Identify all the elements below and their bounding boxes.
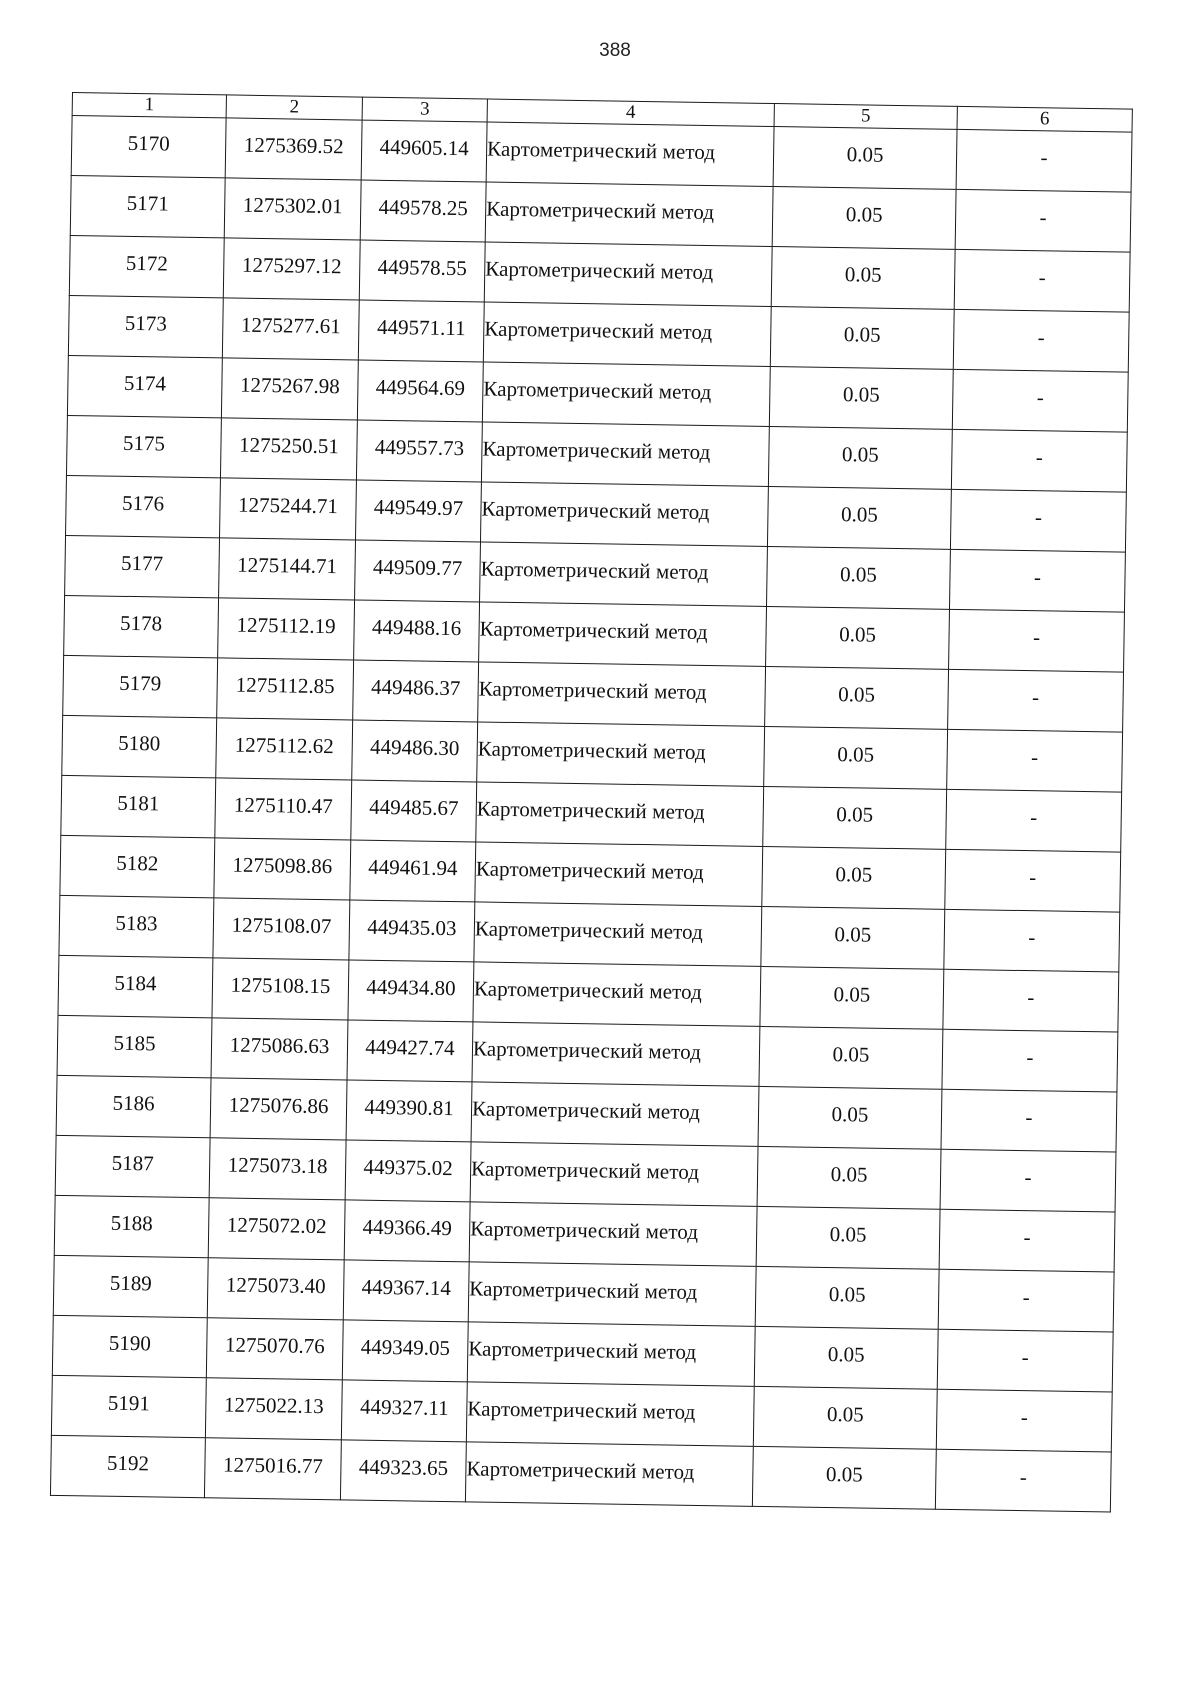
point-number-cell: 5178 [64, 595, 219, 657]
method-cell: Картометрический метод [483, 302, 771, 367]
accuracy-cell: 0.05 [762, 846, 946, 909]
accuracy-cell: 0.05 [773, 127, 957, 190]
note-cell: - [944, 909, 1120, 972]
accuracy-cell: 0.05 [757, 1146, 941, 1209]
note-cell: - [951, 429, 1127, 492]
accuracy-cell: 0.05 [771, 247, 955, 310]
x-coordinate-cell: 1275144.71 [219, 538, 356, 600]
y-coordinate-cell: 449485.67 [351, 780, 477, 842]
x-coordinate-cell: 1275098.86 [214, 838, 351, 900]
accuracy-cell: 0.05 [769, 367, 953, 430]
page-number: 388 [599, 40, 631, 61]
x-coordinate-cell: 1275112.85 [217, 658, 354, 720]
y-coordinate-cell: 449509.77 [355, 540, 481, 602]
note-cell: - [939, 1209, 1115, 1272]
accuracy-cell: 0.05 [763, 786, 947, 849]
note-cell: - [942, 1029, 1118, 1092]
accuracy-cell: 0.05 [772, 187, 956, 250]
x-coordinate-cell: 1275297.12 [223, 238, 360, 300]
point-number-cell: 5188 [54, 1195, 209, 1257]
method-cell: Картометрический метод [472, 1022, 760, 1087]
table-body [50, 116, 1132, 1512]
note-cell: - [955, 189, 1131, 252]
x-coordinate-cell: 1275108.07 [213, 898, 350, 960]
accuracy-cell: 0.05 [756, 1206, 940, 1269]
method-cell: Картометрический метод [478, 662, 766, 727]
column-header-2: 2 [226, 95, 362, 120]
y-coordinate-cell: 449488.16 [354, 600, 480, 662]
x-coordinate-cell: 1275073.18 [209, 1138, 346, 1200]
accuracy-cell: 0.05 [758, 1086, 942, 1149]
note-cell: - [941, 1089, 1117, 1152]
x-coordinate-cell: 1275072.02 [208, 1198, 345, 1260]
accuracy-cell: 0.05 [768, 426, 952, 489]
note-cell: - [952, 369, 1128, 432]
x-coordinate-cell: 1275108.15 [212, 958, 349, 1020]
y-coordinate-cell: 449571.11 [358, 300, 484, 362]
method-cell: Картометрический метод [480, 542, 768, 607]
y-coordinate-cell: 449486.37 [353, 660, 479, 722]
accuracy-cell: 0.05 [755, 1266, 939, 1329]
column-header-6: 6 [957, 106, 1132, 132]
y-coordinate-cell: 449323.65 [340, 1440, 466, 1502]
accuracy-cell: 0.05 [759, 1026, 943, 1089]
y-coordinate-cell: 449349.05 [342, 1320, 468, 1382]
note-cell: - [937, 1329, 1113, 1392]
method-cell: Картометрический метод [473, 962, 761, 1027]
column-header-1: 1 [72, 93, 226, 118]
x-coordinate-cell: 1275070.76 [206, 1318, 343, 1380]
note-cell: - [936, 1389, 1112, 1452]
x-coordinate-cell: 1275369.52 [225, 118, 362, 180]
method-cell: Картометрический метод [466, 1382, 754, 1447]
point-number-cell: 5170 [71, 116, 226, 178]
method-cell: Картометрический метод [465, 1442, 753, 1507]
x-coordinate-cell: 1275076.86 [210, 1078, 347, 1140]
note-cell: - [940, 1149, 1116, 1212]
accuracy-cell: 0.05 [760, 966, 944, 1029]
point-number-cell: 5181 [61, 775, 216, 837]
x-coordinate-cell: 1275267.98 [221, 358, 358, 420]
x-coordinate-cell: 1275110.47 [215, 778, 352, 840]
accuracy-cell: 0.05 [765, 666, 949, 729]
x-coordinate-cell: 1275244.71 [220, 478, 357, 540]
document-sheet [50, 92, 1132, 1512]
x-coordinate-cell: 1275112.19 [218, 598, 355, 660]
point-number-cell: 5177 [65, 535, 220, 597]
point-number-cell: 5174 [67, 355, 222, 417]
y-coordinate-cell: 449366.49 [344, 1200, 470, 1262]
y-coordinate-cell: 449549.97 [355, 480, 481, 542]
point-number-cell: 5173 [68, 295, 223, 357]
method-cell: Картометрический метод [474, 902, 762, 967]
method-cell: Картометрический метод [486, 122, 774, 187]
note-cell: - [950, 489, 1126, 552]
point-number-cell: 5185 [57, 1015, 212, 1077]
y-coordinate-cell: 449605.14 [361, 120, 487, 182]
accuracy-cell: 0.05 [752, 1446, 936, 1509]
y-coordinate-cell: 449557.73 [356, 420, 482, 482]
y-coordinate-cell: 449486.30 [352, 720, 478, 782]
accuracy-cell: 0.05 [754, 1326, 938, 1389]
point-number-cell: 5182 [60, 835, 215, 897]
note-cell: - [956, 129, 1132, 192]
method-cell: Картометрический метод [470, 1142, 758, 1207]
point-number-cell: 5179 [63, 655, 218, 717]
column-header-3: 3 [362, 97, 487, 122]
point-number-cell: 5189 [53, 1255, 208, 1317]
y-coordinate-cell: 449427.74 [347, 1020, 473, 1082]
note-cell: - [948, 669, 1124, 732]
point-number-cell: 5190 [52, 1315, 207, 1377]
point-number-cell: 5191 [51, 1375, 206, 1437]
method-cell: Картометрический метод [471, 1082, 759, 1147]
x-coordinate-cell: 1275250.51 [220, 418, 357, 480]
point-number-cell: 5172 [69, 235, 224, 297]
accuracy-cell: 0.05 [767, 546, 951, 609]
point-number-cell: 5171 [70, 175, 225, 237]
y-coordinate-cell: 449564.69 [357, 360, 483, 422]
method-cell: Картометрический метод [481, 422, 769, 487]
x-coordinate-cell: 1275022.13 [205, 1378, 342, 1440]
accuracy-cell: 0.05 [770, 307, 954, 370]
point-number-cell: 5184 [58, 955, 213, 1017]
method-cell: Картометрический метод [484, 242, 772, 307]
point-number-cell: 5186 [56, 1075, 211, 1137]
y-coordinate-cell: 449578.55 [359, 240, 485, 302]
point-number-cell: 5180 [62, 715, 217, 777]
note-cell: - [935, 1449, 1111, 1512]
method-cell: Картометрический метод [480, 482, 768, 547]
note-cell: - [949, 549, 1125, 612]
x-coordinate-cell: 1275277.61 [222, 298, 359, 360]
note-cell: - [954, 249, 1130, 312]
coordinates-table [50, 92, 1133, 1512]
x-coordinate-cell: 1275112.62 [216, 718, 353, 780]
x-coordinate-cell: 1275073.40 [207, 1258, 344, 1320]
note-cell: - [953, 309, 1129, 372]
y-coordinate-cell: 449461.94 [350, 840, 476, 902]
y-coordinate-cell: 449434.80 [348, 960, 474, 1022]
x-coordinate-cell: 1275302.01 [224, 178, 361, 240]
method-cell: Картометрический метод [479, 602, 767, 667]
note-cell: - [945, 849, 1121, 912]
method-cell: Картометрический метод [485, 182, 773, 247]
method-cell: Картометрический метод [475, 842, 763, 907]
note-cell: - [943, 969, 1119, 1032]
y-coordinate-cell: 449375.02 [345, 1140, 471, 1202]
method-cell: Картометрический метод [467, 1322, 755, 1387]
point-number-cell: 5192 [50, 1435, 205, 1497]
accuracy-cell: 0.05 [764, 726, 948, 789]
y-coordinate-cell: 449327.11 [341, 1380, 467, 1442]
method-cell: Картометрический метод [482, 362, 770, 427]
accuracy-cell: 0.05 [761, 906, 945, 969]
point-number-cell: 5187 [55, 1135, 210, 1197]
accuracy-cell: 0.05 [753, 1386, 937, 1449]
point-number-cell: 5176 [66, 475, 221, 537]
x-coordinate-cell: 1275016.77 [204, 1438, 341, 1500]
x-coordinate-cell: 1275086.63 [211, 1018, 348, 1080]
y-coordinate-cell: 449578.25 [360, 180, 486, 242]
note-cell: - [946, 789, 1122, 852]
accuracy-cell: 0.05 [767, 486, 951, 549]
note-cell: - [949, 609, 1125, 672]
method-cell: Картометрический метод [476, 782, 764, 847]
point-number-cell: 5175 [66, 415, 221, 477]
note-cell: - [938, 1269, 1114, 1332]
column-header-5: 5 [774, 104, 957, 130]
method-cell: Картометрический метод [477, 722, 765, 787]
y-coordinate-cell: 449367.14 [343, 1260, 469, 1322]
y-coordinate-cell: 449390.81 [346, 1080, 472, 1142]
y-coordinate-cell: 449435.03 [349, 900, 475, 962]
note-cell: - [947, 729, 1123, 792]
method-cell: Картометрический метод [468, 1262, 756, 1327]
method-cell: Картометрический метод [469, 1202, 757, 1267]
point-number-cell: 5183 [59, 895, 214, 957]
column-header-4: 4 [487, 99, 774, 127]
accuracy-cell: 0.05 [766, 606, 950, 669]
